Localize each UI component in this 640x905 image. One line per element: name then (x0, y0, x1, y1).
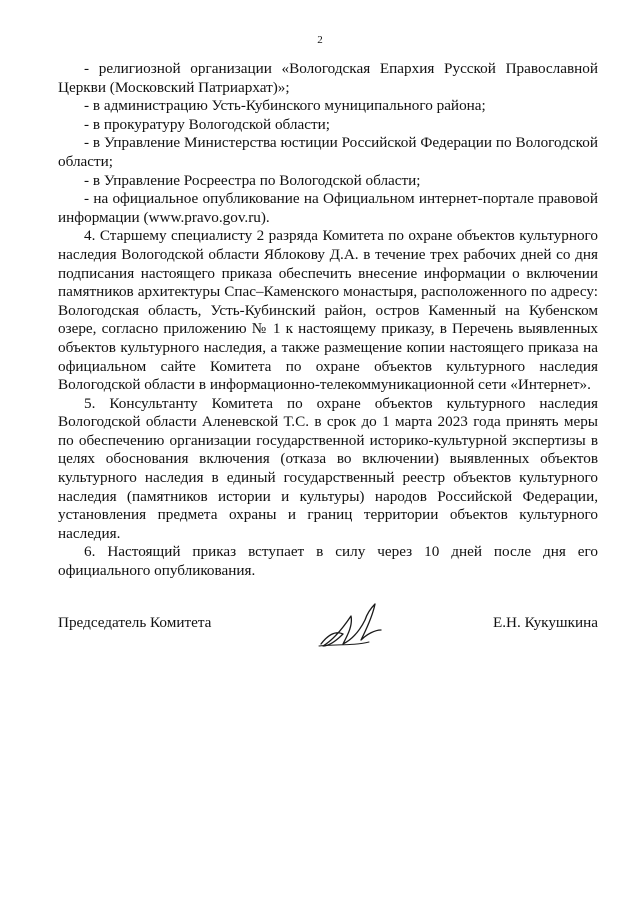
paragraph-dash-item: - на официальное опубликование на Официальном интернет-портале правовой информации (www.pravo.gov.ru). (58, 190, 598, 226)
paragraph-dash-item: - в администрацию Усть-Кубинского муниципального района; (84, 97, 486, 115)
paragraph-item-6: 6. Настоящий приказ вступает в силу через 10 дней после дня его официального опубликования. (58, 543, 598, 580)
paragraph-dash-item: - религиозной организации «Вологодская Епархия Русской Православной Церкви (Московский Патриархат)»; (58, 60, 598, 96)
signer-title: Председатель Комитета (58, 614, 212, 631)
signature-block (58, 600, 598, 660)
signer-name: Е.Н. Кукушкина (492, 614, 598, 631)
handwritten-signature (313, 600, 393, 652)
paragraph-item-5: 5. Консультанту Комитета по охране объектов культурного наследия Вологодской области Аленевской Т.С. в срок до 1 марта 2023 года принять меры по обеспечению организации государственной историко-культурной экспертизы в целях обоснования включения (отказа во включении) выявленных объектов культурного наследия в единый государственный реестр объектов культурного наследия (памятников истории и культуры) народов Российской Федерации, установления предмета охраны и границ территории объектов культурного наследия. (58, 394, 598, 542)
page-number: 2 (317, 34, 323, 46)
paragraph-dash-item: - в Управление Министерства юстиции Российской Федерации по Вологодской области; (58, 134, 598, 170)
paragraph-dash-item: - в Управление Росреестра по Вологодской области; (84, 171, 421, 189)
document-body (58, 60, 598, 581)
paragraph-dash-item: - в прокуратуру Вологодской области; (84, 115, 330, 133)
paragraph-item-4: 4. Старшему специалисту 2 разряда Комитета по охране объектов культурного наследия Вологодской области Яблокову Д.А. в течение трех рабочих дней со дня подписания настоящего приказа обеспечить внесение информации о включении памятников архитектуры Спас–Каменского монастыря, расположенного по адресу: Вологодская область, Усть-Кубинский район, остров Каменный на Кубенском озере, согласно приложению № 1 к настоящему приказу, в Перечень выявленных объектов культурного наследия, а также размещение копии настоящего приказа на официальном сайте Комитета по охране объектов культурного наследия Вологодской области в информационно-телекоммуникационной сети «Интернет». (58, 227, 598, 394)
